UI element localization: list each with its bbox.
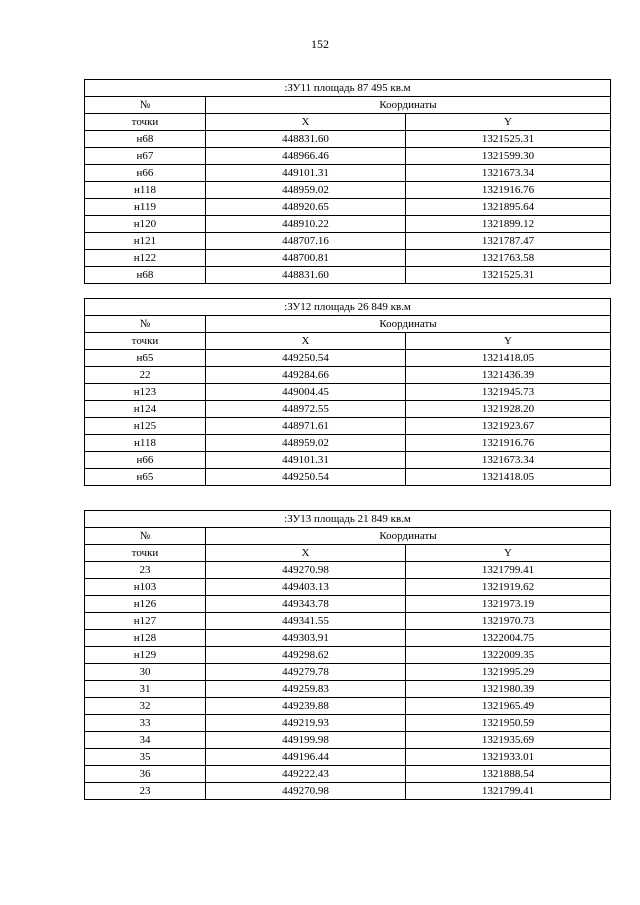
x-coordinate-cell: 448910.22 (206, 216, 406, 233)
table-title-row (85, 80, 611, 97)
y-coordinate-cell: 1321995.29 (406, 664, 611, 681)
point-id-cell: 33 (85, 715, 206, 732)
y-coordinate-cell: 1321923.67 (406, 418, 611, 435)
x-coordinate-cell: 448707.16 (206, 233, 406, 250)
table-header-row (85, 97, 611, 114)
x-coordinate-cell: 449199.98 (206, 732, 406, 749)
x-header: X (206, 545, 406, 562)
y-coordinate-cell: 1321418.05 (406, 350, 611, 367)
table-row (85, 148, 611, 165)
point-id-cell: 32 (85, 698, 206, 715)
table-title: :ЗУ12 площадь 26 849 кв.м (85, 299, 611, 316)
point-id-cell: н121 (85, 233, 206, 250)
table-row (85, 435, 611, 452)
table-row (85, 452, 611, 469)
table-row (85, 216, 611, 233)
table-row (85, 783, 611, 800)
y-coordinate-cell: 1321933.01 (406, 749, 611, 766)
x-coordinate-cell: 449343.78 (206, 596, 406, 613)
coordinates-header: Координаты (206, 97, 611, 114)
table-row (85, 715, 611, 732)
x-coordinate-cell: 448972.55 (206, 401, 406, 418)
page-number: 152 (311, 37, 329, 51)
x-coordinate-cell: 449250.54 (206, 350, 406, 367)
coordinates-header: Координаты (206, 528, 611, 545)
y-coordinate-cell: 1321436.39 (406, 367, 611, 384)
y-coordinate-cell: 1321965.49 (406, 698, 611, 715)
y-coordinate-cell: 1321916.76 (406, 182, 611, 199)
point-id-cell: н66 (85, 165, 206, 182)
coordinates-header: Координаты (206, 316, 611, 333)
point-id-cell: 23 (85, 783, 206, 800)
y-coordinate-cell: 1321525.31 (406, 131, 611, 148)
table-title-row (85, 299, 611, 316)
table-row (85, 384, 611, 401)
table-row (85, 250, 611, 267)
table-row (85, 630, 611, 647)
point-id-cell: н125 (85, 418, 206, 435)
x-coordinate-cell: 449101.31 (206, 452, 406, 469)
table-subheader-row (85, 545, 611, 562)
point-id-cell: 30 (85, 664, 206, 681)
y-header: Y (406, 114, 611, 131)
x-header: X (206, 114, 406, 131)
table-row (85, 664, 611, 681)
y-coordinate-cell: 1321919.62 (406, 579, 611, 596)
table-row (85, 579, 611, 596)
y-coordinate-cell: 1321928.20 (406, 401, 611, 418)
point-label-header: точки (85, 333, 206, 350)
x-coordinate-cell: 449259.83 (206, 681, 406, 698)
x-coordinate-cell: 448959.02 (206, 435, 406, 452)
point-id-cell: н65 (85, 469, 206, 486)
table-row (85, 562, 611, 579)
table-row (85, 233, 611, 250)
point-label-header: точки (85, 114, 206, 131)
point-id-cell: н118 (85, 182, 206, 199)
point-id-cell: н126 (85, 596, 206, 613)
point-number-header: № (85, 316, 206, 333)
coordinates-table-zu12 (84, 298, 611, 486)
table-row (85, 647, 611, 664)
point-id-cell: 36 (85, 766, 206, 783)
y-coordinate-cell: 1321899.12 (406, 216, 611, 233)
point-number-header: № (85, 97, 206, 114)
y-header: Y (406, 545, 611, 562)
y-coordinate-cell: 1321525.31 (406, 267, 611, 284)
x-coordinate-cell: 449222.43 (206, 766, 406, 783)
y-coordinate-cell: 1321916.76 (406, 435, 611, 452)
y-header: Y (406, 333, 611, 350)
coordinates-table-zu13 (84, 510, 611, 800)
y-coordinate-cell: 1321599.30 (406, 148, 611, 165)
y-coordinate-cell: 1321787.47 (406, 233, 611, 250)
x-coordinate-cell: 449303.91 (206, 630, 406, 647)
x-coordinate-cell: 448959.02 (206, 182, 406, 199)
table-row (85, 698, 611, 715)
table-row (85, 749, 611, 766)
x-header: X (206, 333, 406, 350)
x-coordinate-cell: 448966.46 (206, 148, 406, 165)
x-coordinate-cell: 449219.93 (206, 715, 406, 732)
x-coordinate-cell: 448920.65 (206, 199, 406, 216)
x-coordinate-cell: 449250.54 (206, 469, 406, 486)
x-coordinate-cell: 449270.98 (206, 783, 406, 800)
point-id-cell: н122 (85, 250, 206, 267)
point-id-cell: н123 (85, 384, 206, 401)
table-header-row (85, 316, 611, 333)
y-coordinate-cell: 1321895.64 (406, 199, 611, 216)
y-coordinate-cell: 1321418.05 (406, 469, 611, 486)
point-id-cell: н67 (85, 148, 206, 165)
x-coordinate-cell: 449239.88 (206, 698, 406, 715)
table-title-row (85, 511, 611, 528)
y-coordinate-cell: 1321763.58 (406, 250, 611, 267)
x-coordinate-cell: 449101.31 (206, 165, 406, 182)
table-row (85, 182, 611, 199)
table-subheader-row (85, 333, 611, 350)
x-coordinate-cell: 448831.60 (206, 131, 406, 148)
point-id-cell: 35 (85, 749, 206, 766)
x-coordinate-cell: 448831.60 (206, 267, 406, 284)
x-coordinate-cell: 449341.55 (206, 613, 406, 630)
y-coordinate-cell: 1322004.75 (406, 630, 611, 647)
y-coordinate-cell: 1321973.19 (406, 596, 611, 613)
point-id-cell: н66 (85, 452, 206, 469)
table-row (85, 350, 611, 367)
x-coordinate-cell: 449403.13 (206, 579, 406, 596)
point-number-header: № (85, 528, 206, 545)
point-id-cell: н68 (85, 131, 206, 148)
table-header-row (85, 528, 611, 545)
table-row (85, 469, 611, 486)
point-id-cell: 31 (85, 681, 206, 698)
y-coordinate-cell: 1321970.73 (406, 613, 611, 630)
y-coordinate-cell: 1321799.41 (406, 562, 611, 579)
y-coordinate-cell: 1321888.54 (406, 766, 611, 783)
table-row (85, 613, 611, 630)
point-id-cell: 34 (85, 732, 206, 749)
y-coordinate-cell: 1321673.34 (406, 452, 611, 469)
point-id-cell: н129 (85, 647, 206, 664)
table-row (85, 596, 611, 613)
point-id-cell: н118 (85, 435, 206, 452)
x-coordinate-cell: 449196.44 (206, 749, 406, 766)
table-row (85, 418, 611, 435)
table-row (85, 199, 611, 216)
point-id-cell: н103 (85, 579, 206, 596)
y-coordinate-cell: 1321945.73 (406, 384, 611, 401)
x-coordinate-cell: 449270.98 (206, 562, 406, 579)
y-coordinate-cell: 1321980.39 (406, 681, 611, 698)
x-coordinate-cell: 448971.61 (206, 418, 406, 435)
table-row (85, 732, 611, 749)
y-coordinate-cell: 1321799.41 (406, 783, 611, 800)
table-row (85, 401, 611, 418)
y-coordinate-cell: 1322009.35 (406, 647, 611, 664)
table-title: :ЗУ13 площадь 21 849 кв.м (85, 511, 611, 528)
table-row (85, 766, 611, 783)
x-coordinate-cell: 449284.66 (206, 367, 406, 384)
y-coordinate-cell: 1321673.34 (406, 165, 611, 182)
x-coordinate-cell: 448700.81 (206, 250, 406, 267)
point-id-cell: 23 (85, 562, 206, 579)
y-coordinate-cell: 1321950.59 (406, 715, 611, 732)
coordinates-table-zu11 (84, 79, 611, 284)
table-row (85, 367, 611, 384)
table-row (85, 267, 611, 284)
table-row (85, 131, 611, 148)
x-coordinate-cell: 449004.45 (206, 384, 406, 401)
table-title: :ЗУ11 площадь 87 495 кв.м (85, 80, 611, 97)
point-id-cell: н120 (85, 216, 206, 233)
y-coordinate-cell: 1321935.69 (406, 732, 611, 749)
table-row (85, 165, 611, 182)
point-id-cell: н124 (85, 401, 206, 418)
point-id-cell: 22 (85, 367, 206, 384)
point-id-cell: н127 (85, 613, 206, 630)
point-label-header: точки (85, 545, 206, 562)
table-row (85, 681, 611, 698)
table-subheader-row (85, 114, 611, 131)
x-coordinate-cell: 449279.78 (206, 664, 406, 681)
point-id-cell: н68 (85, 267, 206, 284)
point-id-cell: н65 (85, 350, 206, 367)
point-id-cell: н128 (85, 630, 206, 647)
x-coordinate-cell: 449298.62 (206, 647, 406, 664)
point-id-cell: н119 (85, 199, 206, 216)
